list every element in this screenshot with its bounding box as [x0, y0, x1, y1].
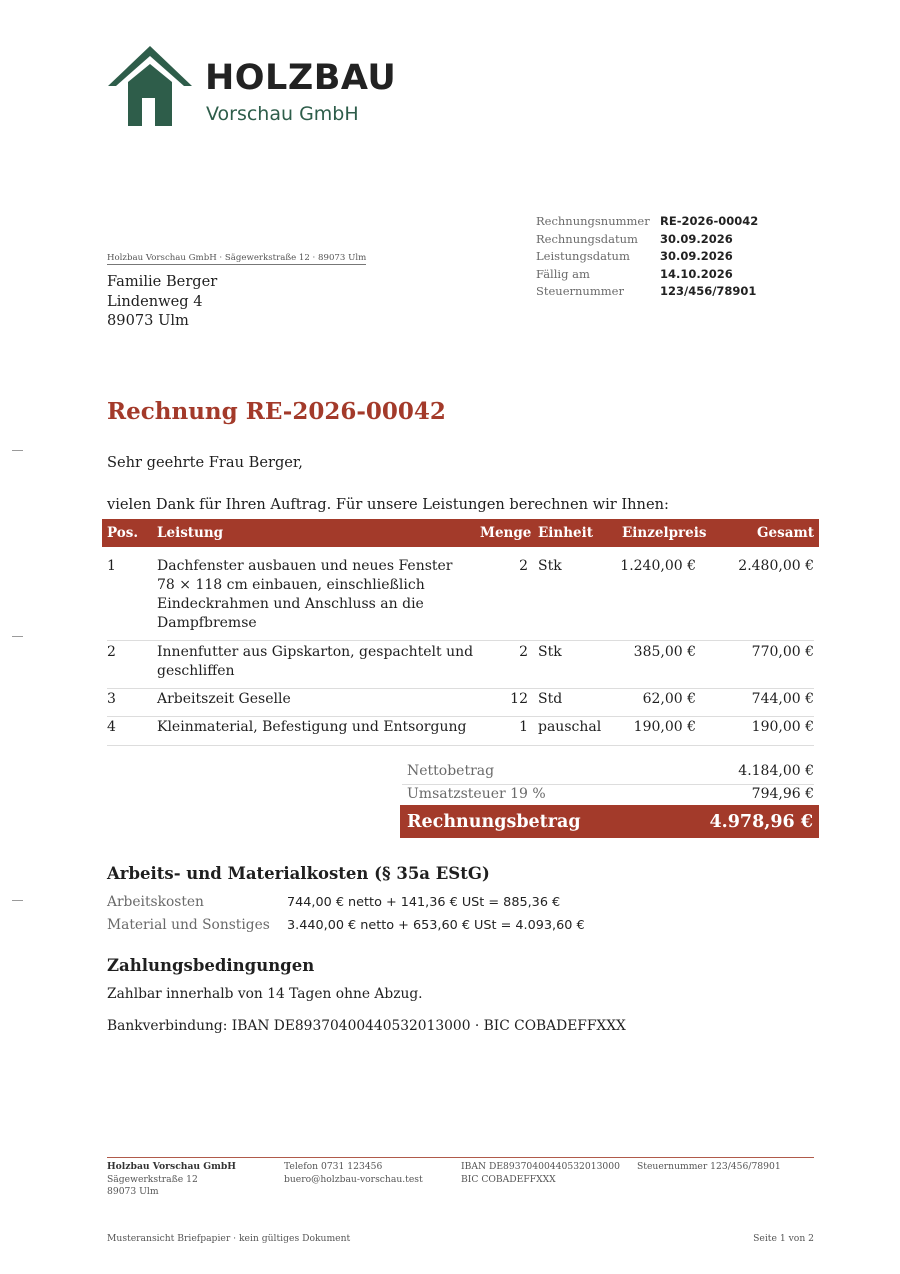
- service-line: Eindeckrahmen und Anschluss an die: [157, 596, 424, 612]
- meta-label: Leistungsdatum: [536, 249, 630, 263]
- row-divider: [107, 716, 814, 717]
- row-service: [157, 557, 453, 633]
- row-total: 190,00 €: [751, 719, 814, 735]
- vat-value: 794,96 €: [751, 786, 814, 802]
- grand-total-label: Rechnungsbetrag: [407, 812, 581, 832]
- row-qty: 1: [519, 719, 528, 735]
- net-value: 4.184,00 €: [738, 763, 814, 779]
- row-qty: 2: [519, 558, 528, 574]
- payment-terms: Zahlbar innerhalb von 14 Tagen ohne Abzug.: [107, 986, 423, 1002]
- meta-label: Rechnungsdatum: [536, 231, 638, 246]
- header-qty: Menge: [480, 525, 532, 541]
- labor-value: 744,00 € netto + 141,36 € USt = 885,36 €: [287, 895, 561, 910]
- footer-company-name: Holzbau Vorschau GmbH: [107, 1161, 236, 1172]
- footer-tax-number: Steuernummer 123/456/78901: [637, 1161, 781, 1172]
- row-unit: Stk: [538, 558, 562, 574]
- costs-heading: Arbeits- und Materialkosten (§ 35a EStG): [107, 864, 490, 883]
- material-value: 3.440,00 € netto + 653,60 € USt = 4.093,60 €: [287, 918, 585, 933]
- meta-value: 30.09.2026: [660, 249, 733, 263]
- recipient-city: 89073 Ulm: [107, 312, 189, 329]
- recipient-street: Lindenweg 4: [107, 292, 203, 310]
- row-pos: 1: [107, 558, 116, 574]
- header-unit-price: Einzelpreis: [622, 525, 707, 541]
- footer-contact: [284, 1161, 423, 1186]
- row-unit-price: 385,00 €: [633, 644, 696, 660]
- row-service: Kleinmaterial, Befestigung und Entsorgung: [157, 719, 467, 735]
- meta-value: 14.10.2026: [660, 266, 733, 281]
- service-line: Dampfbremse: [157, 615, 257, 631]
- intro-text: vielen Dank für Ihren Auftrag. Für unsere Leistungen berechnen wir Ihnen:: [107, 496, 669, 513]
- net-label: Nettobetrag: [407, 763, 495, 779]
- page-number: Seite 1 von 2: [753, 1233, 814, 1244]
- header-pos: Pos.: [107, 525, 139, 541]
- row-unit-price: 1.240,00 €: [620, 558, 696, 574]
- row-pos: 2: [107, 644, 116, 660]
- row-pos: 4: [107, 719, 116, 735]
- recipient-address: [107, 272, 217, 331]
- vat-label: Umsatzsteuer 19 %: [407, 786, 546, 802]
- material-label: Material und Sonstiges: [107, 917, 270, 933]
- row-unit: pauschal: [538, 719, 602, 735]
- service-line: geschliffen: [157, 663, 235, 679]
- meta-label: Fällig am: [536, 266, 590, 281]
- footer-city: 89073 Ulm: [107, 1186, 159, 1198]
- row-unit-price: 190,00 €: [633, 719, 696, 735]
- footer-note: Musteransicht Briefpapier · kein gültiges Dokument: [107, 1233, 351, 1244]
- header-unit: Einheit: [538, 525, 594, 541]
- service-line: Innenfutter aus Gipskarton, gespachtelt und: [157, 644, 474, 660]
- footer-bank: [461, 1161, 620, 1186]
- row-qty: 2: [519, 644, 528, 660]
- meta-value: 123/456/78901: [660, 284, 757, 298]
- row-qty: 12: [510, 691, 528, 707]
- footer-street: Sägewerkstraße 12: [107, 1173, 198, 1185]
- meta-label: Rechnungsnummer: [536, 214, 650, 228]
- footer-tax: [637, 1161, 781, 1174]
- footer-company: [107, 1161, 236, 1199]
- header-total: Gesamt: [757, 525, 814, 541]
- fold-mark-bottom: [12, 900, 23, 901]
- row-total: 770,00 €: [751, 644, 814, 660]
- row-unit: Std: [538, 691, 563, 707]
- payment-heading: Zahlungsbedingungen: [107, 956, 315, 975]
- footer-phone: Telefon 0731 123456: [284, 1161, 383, 1172]
- row-unit-price: 62,00 €: [642, 691, 696, 707]
- footer-email: buero@holzbau-vorschau.test: [284, 1173, 423, 1185]
- totals-divider: [402, 784, 814, 785]
- row-divider: [107, 640, 814, 641]
- house-logo-icon: [106, 46, 194, 126]
- company-name: HOLZBAU: [205, 58, 397, 98]
- meta-value: 30.09.2026: [660, 231, 733, 246]
- invoice-meta: [536, 214, 758, 302]
- meta-value: RE-2026-00042: [660, 214, 759, 228]
- recipient-name: Familie Berger: [107, 273, 218, 290]
- labor-label: Arbeitskosten: [107, 894, 204, 910]
- footer-iban: IBAN DE89370400440532013000: [461, 1161, 620, 1172]
- service-line: 78 × 118 cm einbauen, einschließlich: [157, 577, 425, 593]
- fold-mark-top: [12, 450, 23, 451]
- bank-details: Bankverbindung: IBAN DE89370400440532013000 · BIC COBADEFFXXX: [107, 1018, 626, 1034]
- salutation: Sehr geehrte Frau Berger,: [107, 454, 303, 471]
- row-service: [157, 643, 473, 681]
- footer-divider: [107, 1157, 814, 1158]
- sender-line: Holzbau Vorschau GmbH · Sägewerkstraße 12 · 89073 Ulm: [107, 253, 367, 263]
- service-line: Dachfenster ausbauen und neues Fenster: [157, 558, 453, 574]
- row-pos: 3: [107, 691, 116, 707]
- row-divider: [107, 745, 814, 746]
- company-subtitle: Vorschau GmbH: [206, 103, 359, 125]
- row-divider: [107, 688, 814, 689]
- row-service: Arbeitszeit Geselle: [157, 691, 291, 707]
- footer-bic: BIC COBADEFFXXX: [461, 1173, 556, 1185]
- fold-mark-middle: [12, 636, 23, 637]
- header-service: Leistung: [157, 525, 224, 541]
- row-unit: Stk: [538, 644, 562, 660]
- row-total: 744,00 €: [751, 691, 814, 707]
- row-total: 2.480,00 €: [738, 558, 814, 574]
- grand-total-value: 4.978,96 €: [709, 812, 813, 832]
- table-header: [102, 519, 819, 547]
- grand-total-bar: [400, 805, 819, 838]
- invoice-title: Rechnung RE-2026-00042: [107, 398, 446, 425]
- meta-label: Steuernummer: [536, 284, 624, 298]
